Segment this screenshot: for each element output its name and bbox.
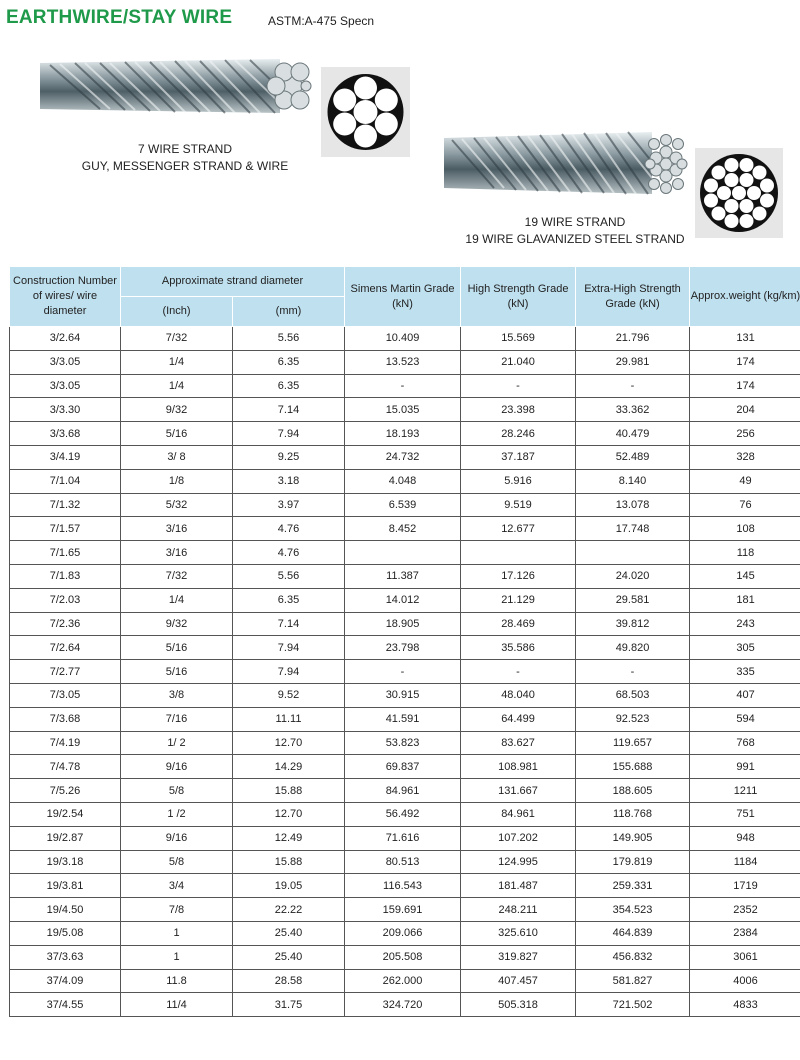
siemens-cell: 30.915 (345, 683, 461, 707)
weight-cell: 1184 (690, 850, 800, 874)
mm-cell: 4.76 (233, 541, 345, 565)
high-strength-cell: 12.677 (461, 517, 576, 541)
weight-cell: 948 (690, 826, 800, 850)
construction-cell: 3/3.68 (10, 422, 121, 446)
weight-cell: 2352 (690, 898, 800, 922)
nineteen-wire-caption (420, 214, 730, 248)
mm-cell: 9.52 (233, 683, 345, 707)
construction-cell: 3/4.19 (10, 445, 121, 469)
wire-circle (725, 199, 739, 213)
table-row (10, 327, 800, 351)
table-row (10, 874, 800, 898)
siemens-cell: 15.035 (345, 398, 461, 422)
wire-circle (747, 186, 761, 200)
table-row (10, 517, 800, 541)
high-strength-cell: 35.586 (461, 636, 576, 660)
inch-cell: 5/8 (121, 779, 233, 803)
weight-cell: 1719 (690, 874, 800, 898)
table-row (10, 374, 800, 398)
inch-cell: 9/16 (121, 826, 233, 850)
mm-cell: 12.49 (233, 826, 345, 850)
siemens-cell: 11.387 (345, 564, 461, 588)
mm-cell: 5.56 (233, 564, 345, 588)
extra-high-cell: - (576, 660, 690, 684)
mm-cell: 12.70 (233, 731, 345, 755)
weight-cell: 174 (690, 350, 800, 374)
table-row (10, 612, 800, 636)
high-strength-cell: 107.202 (461, 826, 576, 850)
extra-high-cell: 464.839 (576, 921, 690, 945)
inch-cell: 9/16 (121, 755, 233, 779)
siemens-cell: 53.823 (345, 731, 461, 755)
weight-cell: 118 (690, 541, 800, 565)
extra-high-cell: 24.020 (576, 564, 690, 588)
construction-cell: 19/4.50 (10, 898, 121, 922)
high-strength-cell: 131.667 (461, 779, 576, 803)
siemens-cell: 80.513 (345, 850, 461, 874)
high-strength-cell: 28.469 (461, 612, 576, 636)
table-row (10, 588, 800, 612)
wire-circle (740, 158, 754, 172)
mm-cell: 12.70 (233, 802, 345, 826)
wire-circle (712, 166, 726, 180)
high-strength-cell (461, 541, 576, 565)
inch-cell: 9/32 (121, 398, 233, 422)
siemens-cell: 13.523 (345, 350, 461, 374)
wire-circle (740, 199, 754, 213)
mm-cell: 14.29 (233, 755, 345, 779)
table-row (10, 493, 800, 517)
construction-cell: 37/4.09 (10, 969, 121, 993)
construction-cell: 7/5.26 (10, 779, 121, 803)
construction-cell: 7/3.05 (10, 683, 121, 707)
weight-cell: 49 (690, 469, 800, 493)
weight-cell: 1211 (690, 779, 800, 803)
construction-cell: 7/2.36 (10, 612, 121, 636)
high-strength-cell: 21.040 (461, 350, 576, 374)
weight-cell: 407 (690, 683, 800, 707)
inch-cell: 5/16 (121, 660, 233, 684)
construction-cell: 7/3.68 (10, 707, 121, 731)
mm-cell: 25.40 (233, 921, 345, 945)
extra-high-cell: 8.140 (576, 469, 690, 493)
extra-high-cell: 188.605 (576, 779, 690, 803)
wire-circle (704, 194, 718, 208)
siemens-cell: 14.012 (345, 588, 461, 612)
wire-circle (740, 173, 754, 187)
weight-cell: 204 (690, 398, 800, 422)
mm-cell: 19.05 (233, 874, 345, 898)
construction-cell: 37/3.63 (10, 945, 121, 969)
mm-cell: 6.35 (233, 588, 345, 612)
table-row (10, 707, 800, 731)
extra-high-cell: 179.819 (576, 850, 690, 874)
construction-cell: 19/3.81 (10, 874, 121, 898)
weight-cell: 4006 (690, 969, 800, 993)
inch-cell: 3/16 (121, 541, 233, 565)
strand-specification-table (9, 266, 800, 1017)
inch-cell: 1 (121, 945, 233, 969)
mm-cell: 15.88 (233, 779, 345, 803)
table-row (10, 898, 800, 922)
inch-cell: 1 /2 (121, 802, 233, 826)
siemens-cell: 56.492 (345, 802, 461, 826)
extra-high-cell: 149.905 (576, 826, 690, 850)
construction-cell: 7/4.78 (10, 755, 121, 779)
weight-cell: 76 (690, 493, 800, 517)
spec-label: ASTM:A-475 Specn (268, 14, 375, 28)
siemens-cell: 10.409 (345, 327, 461, 351)
seven-wire-caption-line1: 7 WIRE STRAND (137, 142, 232, 156)
siemens-cell: 24.732 (345, 445, 461, 469)
table-row (10, 660, 800, 684)
high-strength-cell: 5.916 (461, 469, 576, 493)
page-title: EARTHWIRE/STAY WIRE (6, 7, 233, 28)
weight-cell: 243 (690, 612, 800, 636)
high-strength-cell: 319.827 (461, 945, 576, 969)
table-row (10, 564, 800, 588)
construction-cell: 3/3.05 (10, 350, 121, 374)
inch-cell: 1/4 (121, 350, 233, 374)
header-inch: (Inch) (121, 297, 233, 327)
extra-high-cell: 29.581 (576, 588, 690, 612)
header-siemens-martin: Simens Martin Grade (kN) (345, 267, 461, 327)
mm-cell: 5.56 (233, 327, 345, 351)
wire-circle (717, 186, 731, 200)
extra-high-cell: 456.832 (576, 945, 690, 969)
mm-cell: 6.35 (233, 350, 345, 374)
mm-cell: 3.18 (233, 469, 345, 493)
weight-cell: 256 (690, 422, 800, 446)
extra-high-cell: 17.748 (576, 517, 690, 541)
extra-high-cell: 155.688 (576, 755, 690, 779)
header-high-strength: High Strength Grade (kN) (461, 267, 576, 327)
siemens-cell: 18.193 (345, 422, 461, 446)
inch-cell: 7/32 (121, 564, 233, 588)
inch-cell: 5/16 (121, 636, 233, 660)
weight-cell: 335 (690, 660, 800, 684)
table-row (10, 993, 800, 1017)
nineteen-wire-caption-line2: 19 WIRE GLAVANIZED STEEL STRAND (465, 232, 685, 246)
header-extra-high-strength: Extra-High Strength Grade (kN) (576, 267, 690, 327)
siemens-cell: 116.543 (345, 874, 461, 898)
inch-cell: 3/4 (121, 874, 233, 898)
extra-high-cell: 52.489 (576, 445, 690, 469)
siemens-cell: 41.591 (345, 707, 461, 731)
table-row (10, 469, 800, 493)
table-row (10, 683, 800, 707)
table-row (10, 398, 800, 422)
seven-wire-strand-image (40, 55, 312, 121)
construction-cell: 7/1.32 (10, 493, 121, 517)
siemens-cell: 8.452 (345, 517, 461, 541)
extra-high-cell: 40.479 (576, 422, 690, 446)
siemens-cell (345, 541, 461, 565)
high-strength-cell: 9.519 (461, 493, 576, 517)
nineteen-wire-caption-line1: 19 WIRE STRAND (524, 215, 626, 229)
weight-cell: 991 (690, 755, 800, 779)
table-row (10, 969, 800, 993)
extra-high-cell: 49.820 (576, 636, 690, 660)
inch-cell: 5/32 (121, 493, 233, 517)
extra-high-cell: 29.981 (576, 350, 690, 374)
inch-cell: 7/16 (121, 707, 233, 731)
siemens-cell: - (345, 660, 461, 684)
inch-cell: 11/4 (121, 993, 233, 1017)
wire-circle (725, 173, 739, 187)
mm-cell: 6.35 (233, 374, 345, 398)
mm-cell: 7.94 (233, 660, 345, 684)
wire-circle (753, 166, 767, 180)
inch-cell: 7/8 (121, 898, 233, 922)
mm-cell: 7.94 (233, 636, 345, 660)
extra-high-cell: - (576, 374, 690, 398)
mm-cell: 15.88 (233, 850, 345, 874)
high-strength-cell: 17.126 (461, 564, 576, 588)
construction-cell: 37/4.55 (10, 993, 121, 1017)
extra-high-cell: 354.523 (576, 898, 690, 922)
weight-cell: 2384 (690, 921, 800, 945)
wire-circle (732, 186, 746, 200)
siemens-cell: 205.508 (345, 945, 461, 969)
siemens-cell: 84.961 (345, 779, 461, 803)
wire-circle (760, 194, 774, 208)
construction-cell: 3/3.30 (10, 398, 121, 422)
header-strand-diameter: Approximate strand diameter (121, 267, 345, 297)
table-row (10, 802, 800, 826)
high-strength-cell: 84.961 (461, 802, 576, 826)
wire-circle (753, 207, 767, 221)
table-row (10, 636, 800, 660)
siemens-cell: 18.905 (345, 612, 461, 636)
construction-cell: 7/4.19 (10, 731, 121, 755)
construction-cell: 7/1.04 (10, 469, 121, 493)
inch-cell: 1 (121, 921, 233, 945)
header-construction: Construction Number of wires/ wire diameter (10, 267, 121, 327)
extra-high-cell: 259.331 (576, 874, 690, 898)
high-strength-cell: 23.398 (461, 398, 576, 422)
weight-cell: 594 (690, 707, 800, 731)
nineteen-wire-strand-image (444, 128, 688, 200)
table-row (10, 826, 800, 850)
mm-cell: 9.25 (233, 445, 345, 469)
mm-cell: 22.22 (233, 898, 345, 922)
high-strength-cell: 21.129 (461, 588, 576, 612)
extra-high-cell: 33.362 (576, 398, 690, 422)
high-strength-cell: 64.499 (461, 707, 576, 731)
high-strength-cell: 83.627 (461, 731, 576, 755)
siemens-cell: 4.048 (345, 469, 461, 493)
extra-high-cell: 39.812 (576, 612, 690, 636)
siemens-cell: 71.616 (345, 826, 461, 850)
construction-cell: 3/2.64 (10, 327, 121, 351)
siemens-cell: 6.539 (345, 493, 461, 517)
inch-cell: 5/8 (121, 850, 233, 874)
construction-cell: 7/2.64 (10, 636, 121, 660)
high-strength-cell: 325.610 (461, 921, 576, 945)
mm-cell: 28.58 (233, 969, 345, 993)
high-strength-cell: - (461, 374, 576, 398)
construction-cell: 7/1.57 (10, 517, 121, 541)
mm-cell: 3.97 (233, 493, 345, 517)
weight-cell: 3061 (690, 945, 800, 969)
construction-cell: 7/1.83 (10, 564, 121, 588)
mm-cell: 4.76 (233, 517, 345, 541)
inch-cell: 11.8 (121, 969, 233, 993)
table-row (10, 422, 800, 446)
wire-circle (760, 179, 774, 193)
inch-cell: 3/8 (121, 683, 233, 707)
header-mm: (mm) (233, 297, 345, 327)
inch-cell: 9/32 (121, 612, 233, 636)
table-row (10, 921, 800, 945)
inch-cell: 1/ 2 (121, 731, 233, 755)
construction-cell: 3/3.05 (10, 374, 121, 398)
high-strength-cell: 124.995 (461, 850, 576, 874)
construction-cell: 19/2.87 (10, 826, 121, 850)
high-strength-cell: 15.569 (461, 327, 576, 351)
seven-wire-caption (40, 141, 330, 175)
high-strength-cell: - (461, 660, 576, 684)
siemens-cell: 159.691 (345, 898, 461, 922)
inch-cell: 7/32 (121, 327, 233, 351)
seven-wire-cross-section (321, 67, 410, 157)
extra-high-cell: 68.503 (576, 683, 690, 707)
table-row (10, 779, 800, 803)
high-strength-cell: 181.487 (461, 874, 576, 898)
table-row (10, 541, 800, 565)
weight-cell: 108 (690, 517, 800, 541)
weight-cell: 751 (690, 802, 800, 826)
table-row (10, 445, 800, 469)
weight-cell: 4833 (690, 993, 800, 1017)
table-row (10, 350, 800, 374)
table-row (10, 945, 800, 969)
high-strength-cell: 248.211 (461, 898, 576, 922)
construction-cell: 19/2.54 (10, 802, 121, 826)
mm-cell: 7.94 (233, 422, 345, 446)
high-strength-cell: 505.318 (461, 993, 576, 1017)
mm-cell: 7.14 (233, 612, 345, 636)
mm-cell: 11.11 (233, 707, 345, 731)
high-strength-cell: 407.457 (461, 969, 576, 993)
weight-cell: 181 (690, 588, 800, 612)
construction-cell: 19/5.08 (10, 921, 121, 945)
siemens-cell: 262.000 (345, 969, 461, 993)
weight-cell: 305 (690, 636, 800, 660)
extra-high-cell: 13.078 (576, 493, 690, 517)
inch-cell: 1/4 (121, 588, 233, 612)
extra-high-cell: 721.502 (576, 993, 690, 1017)
weight-cell: 768 (690, 731, 800, 755)
extra-high-cell: 119.657 (576, 731, 690, 755)
high-strength-cell: 28.246 (461, 422, 576, 446)
siemens-cell: - (345, 374, 461, 398)
header-approx-weight: Approx.weight (kg/km) (690, 267, 800, 327)
weight-cell: 145 (690, 564, 800, 588)
seven-wire-caption-line2: GUY, MESSENGER STRAND & WIRE (81, 159, 289, 173)
weight-cell: 328 (690, 445, 800, 469)
inch-cell: 1/8 (121, 469, 233, 493)
high-strength-cell: 48.040 (461, 683, 576, 707)
mm-cell: 31.75 (233, 993, 345, 1017)
extra-high-cell: 581.827 (576, 969, 690, 993)
inch-cell: 1/4 (121, 374, 233, 398)
wire-circle (740, 214, 754, 228)
table-body (10, 327, 800, 1017)
siemens-cell: 324.720 (345, 993, 461, 1017)
extra-high-cell: 92.523 (576, 707, 690, 731)
construction-cell: 7/1.65 (10, 541, 121, 565)
wire-circle (725, 158, 739, 172)
construction-cell: 7/2.77 (10, 660, 121, 684)
extra-high-cell (576, 541, 690, 565)
high-strength-cell: 108.981 (461, 755, 576, 779)
inch-cell: 3/ 8 (121, 445, 233, 469)
siemens-cell: 23.798 (345, 636, 461, 660)
table-row (10, 755, 800, 779)
extra-high-cell: 21.796 (576, 327, 690, 351)
weight-cell: 174 (690, 374, 800, 398)
mm-cell: 7.14 (233, 398, 345, 422)
siemens-cell: 209.066 (345, 921, 461, 945)
table-row (10, 731, 800, 755)
construction-cell: 7/2.03 (10, 588, 121, 612)
weight-cell: 131 (690, 327, 800, 351)
siemens-cell: 69.837 (345, 755, 461, 779)
wire-circle (704, 179, 718, 193)
inch-cell: 5/16 (121, 422, 233, 446)
inch-cell: 3/16 (121, 517, 233, 541)
high-strength-cell: 37.187 (461, 445, 576, 469)
extra-high-cell: 118.768 (576, 802, 690, 826)
mm-cell: 25.40 (233, 945, 345, 969)
table-row (10, 850, 800, 874)
construction-cell: 19/3.18 (10, 850, 121, 874)
